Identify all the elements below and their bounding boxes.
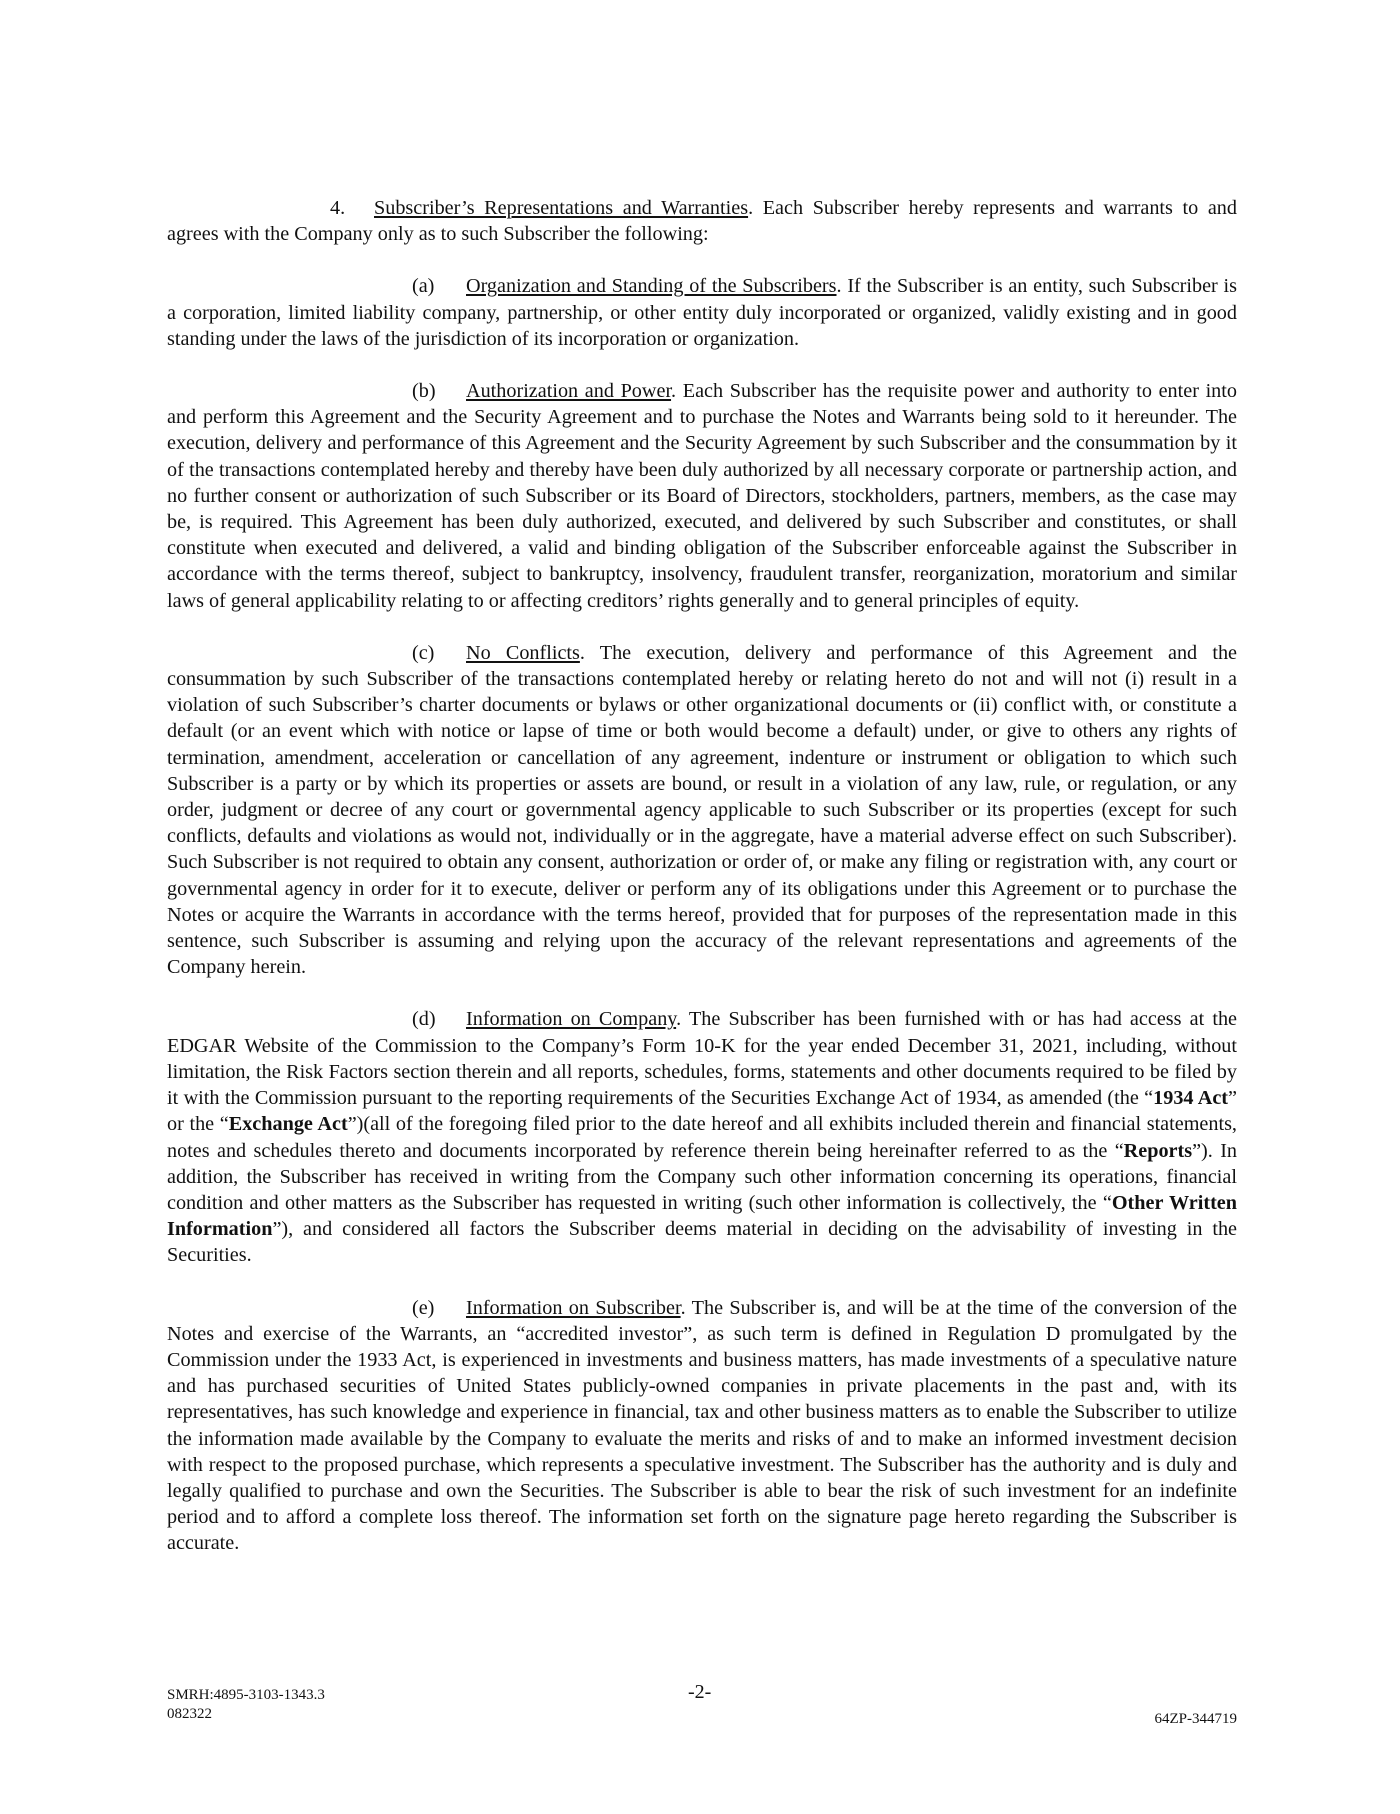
item-text: ” or the “: [167, 1087, 1238, 1136]
item-heading: Information on Company: [466, 1008, 677, 1031]
item-text: . The Subscriber has been furnished with or has had access at the EDGAR Website of the Commission to the Company’s Form 10-K for the year ended December 31, 2021, including, without limitation, the Risk Factors section therein and all reports, schedules, forms, statements and other documents required to be filed by it with the Commission pursuant to the reporting requirements of the Securities Exchange Act of 1934, as amended (the “: [167, 1008, 1237, 1110]
item-b-paragraph: [167, 378, 1237, 614]
item-text: ”), and considered all factors the Subscriber deems material in deciding on the advisability of investing in the Securities.: [167, 1218, 1237, 1267]
item-heading: No Conflicts: [466, 641, 580, 664]
defined-term: Exchange Act: [228, 1113, 348, 1136]
page-number: -2-: [688, 1681, 712, 1703]
item-text: . The Subscriber is, and will be at the time of the conversion of the Notes and exercise of the Warrants, an “accredited investor”, as such term is defined in Regulation D promulgated by the Commission under the 1933 Act, is experienced in investments and business matters, has made investments of a speculative nature and has purchased securities of United States publicly-owned companies in private placements in the past and, with its representatives, has such knowledge and experience in financial, tax and other business matters as to enable the Subscriber to utilize the information made available by the Company to evaluate the merits and risks of and to make an informed investment decision with respect to the proposed purchase, which represents a speculative investment. The Subscriber has the authority and is duly and legally qualified to purchase and own the Securities. The Subscriber is able to bear the risk of such investment for an indefinite period and to afford a complete loss thereof. The information set forth on the signature page hereto regarding the Subscriber is accurate.: [167, 1296, 1238, 1555]
item-text: . The execution, delivery and performance of this Agreement and the consummation by such Subscriber of the transactions contemplated hereby or relating hereto do not and will not (i) result in a violation of such Subscriber’s charter documents or bylaws or other organizational documents or (ii) conflict with, or constitute a default (or an event which with notice or lapse of time or both would become a default) under, or give to others any rights of termination, amendment, acceleration or cancellation of any agreement, indenture or instrument or obligation to which such Subscriber is a party or by which its properties or assets are bound, or result in a violation of any law, rule, or regulation, or any order, judgment or decree of any court or governmental agency applicable to such Subscriber or its properties (except for such conflicts, defaults and violations as would not, individually or in the aggregate, have a material adverse effect on such Subscriber). Such Subscriber is not required to obtain any consent, authorization or order of, or make any filing or registration with, any court or governmental agency in order for it to execute, deliver or perform any of its obligations under this Agreement or to purchase the Notes or acquire the Warrants in accordance with the terms hereof, provided that for purposes of the representation made in this sentence, such Subscriber is assuming and relying upon the accuracy of the relevant representations and agreements of the Company herein.: [167, 641, 1237, 979]
item-label: (a): [412, 275, 435, 298]
defined-term: Other Written Information: [167, 1191, 1237, 1241]
item-label: (c): [412, 641, 435, 664]
item-text: ”). In addition, the Subscriber has received in writing from the Company such other information concerning its operations, financial condition and other matters as the Subscriber has requested in writing (such other information is collectively, the “: [167, 1139, 1238, 1214]
item-label: (e): [412, 1296, 435, 1319]
item-a-paragraph: [167, 273, 1237, 352]
item-e-paragraph: [167, 1295, 1237, 1557]
footer-date-code: 082322: [167, 1706, 212, 1722]
item-text: . Each Subscriber has the requisite power and authority to enter into and perform this Agreement and the Security Agreement and to purchase the Notes and Warrants being sold to it hereunder. The execution, delivery and performance of this Agreement and the Security Agreement by such Subscriber and the consummation by it of the transactions contemplated hereby and thereby have been duly authorized by all necessary corporate or partnership action, and no further consent or authorization of such Subscriber or its Board of Directors, stockholders, partners, members, as the case may be, is required. This Agreement has been duly authorized, executed, and delivered by such Subscriber and constitutes, or shall constitute when executed and delivered, a valid and binding obligation of the Subscriber enforceable against the Subscriber in accordance with the terms thereof, subject to bankruptcy, insolvency, fraudulent transfer, reorganization, moratorium and similar laws of general applicability relating to or affecting creditors’ rights generally and to general principles of equity.: [167, 380, 1237, 612]
item-text: ”)(all of the foregoing filed prior to the date hereof and all exhibits included therein and financial statements, notes and schedules thereto and documents incorporated by reference therein being hereinafter referred to as the “: [167, 1113, 1237, 1162]
section-number: 4.: [330, 197, 346, 219]
item-heading: Organization and Standing of the Subscribers: [466, 275, 837, 298]
footer-ref-code: 64ZP-344719: [1154, 1711, 1237, 1727]
section-text: . Each Subscriber hereby represents and warrants to and agrees with the Company only as to such Subscriber the following:: [167, 197, 1237, 246]
item-label: (b): [412, 380, 436, 403]
footer-doc-info: [167, 1686, 325, 1724]
item-heading: Information on Subscriber: [466, 1296, 681, 1319]
section-heading: Subscriber’s Representations and Warranties: [374, 197, 749, 219]
item-text: . If the Subscriber is an entity, such Subscriber is a corporation, limited liability company, partnership, or other entity duly incorporated or organized, validly existing and in good standing under the laws of the jurisdiction of its incorporation or organization.: [167, 275, 1238, 350]
item-heading: Authorization and Power: [466, 380, 672, 403]
document-body: [167, 195, 1237, 1583]
defined-term: 1934 Act: [1153, 1087, 1229, 1110]
item-label: (d): [412, 1008, 436, 1031]
section-4-paragraph: [167, 195, 1237, 247]
item-c-paragraph: [167, 640, 1237, 981]
footer-doc-id: SMRH:4895-3103-1343.3: [167, 1687, 325, 1703]
defined-term: Reports: [1123, 1139, 1193, 1162]
item-d-paragraph: [167, 1006, 1237, 1268]
